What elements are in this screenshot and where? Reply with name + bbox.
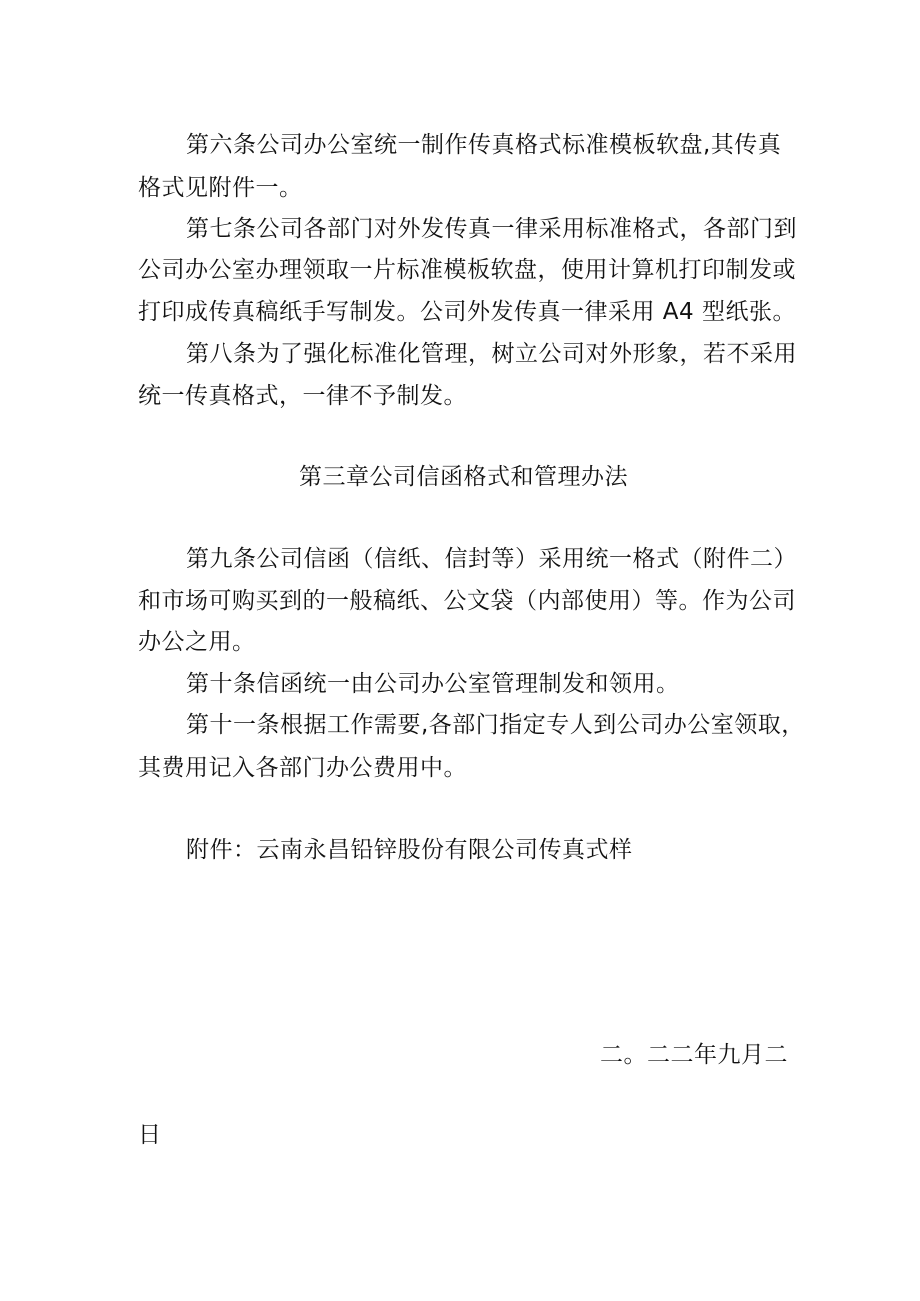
article-11-line-1: 第十一条根据工作需要,各部门指定专人到公司办公室领取， — [186, 712, 805, 738]
article-8-line-2: 统一传真格式，一律不予制发。 — [138, 383, 467, 409]
article-7-line-3: 打印成传真稿纸手写制发。公司外发传真一律采用 A4 型纸张。 — [138, 299, 796, 325]
chapter-3-heading: 第三章公司信函格式和管理办法 — [299, 464, 628, 490]
article-6-line-2: 格式见附件一。 — [138, 175, 303, 201]
article-7-line-2: 公司办公室办理领取一片标准模板软盘，使用计算机打印制发或 — [138, 257, 796, 283]
date-line-1: 二。二二年九月二 — [600, 1042, 788, 1068]
article-11-line-2: 其费用记入各部门办公费用中。 — [138, 755, 467, 781]
article-8-line-1: 第八条为了强化标准化管理，树立公司对外形象，若不采用 — [186, 341, 797, 367]
article-9-line-2: 和市场可购买到的一般稿纸、公文袋（内部使用）等。作为公司 — [138, 588, 796, 614]
article-9-line-3: 办公之用。 — [138, 629, 256, 655]
article-7-line-1: 第七条公司各部门对外发传真一律采用标准格式，各部门到 — [186, 216, 797, 242]
article-9-line-1: 第九条公司信函（信纸、信封等）采用统一格式（附件二） — [186, 546, 797, 572]
attachment-line: 附件：云南永昌铅锌股份有限公司传真式样 — [186, 837, 633, 863]
article-10-line-1: 第十条信函统一由公司办公室管理制发和领用。 — [186, 671, 680, 697]
article-6-line-1: 第六条公司办公室统一制作传真格式标准模板软盘,其传真 — [186, 132, 782, 158]
date-line-2: 日 — [138, 1122, 162, 1148]
